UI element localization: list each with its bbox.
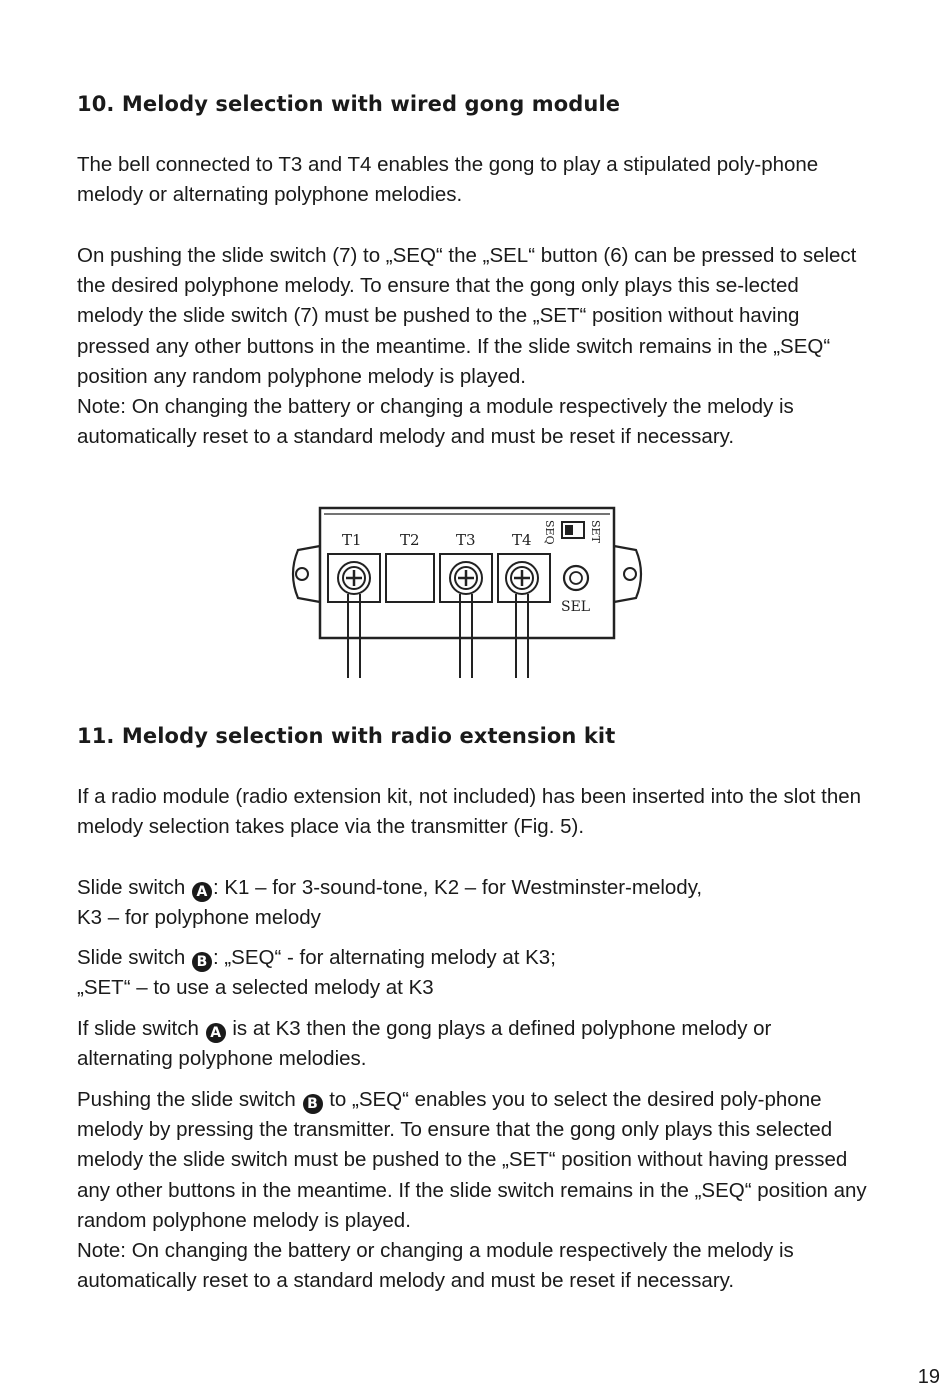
section-11-note: Note: On changing the battery or changing a module respectively the melody is automatically reset to a standard melody and must be reset if necessary.	[77, 1239, 794, 1293]
section-11-para-1: If a radio module (radio extension kit, not included) has been inserted into the slot then melody selection takes place via the transmitter (Fig. 5).	[77, 785, 862, 839]
terminal-label-t2: T2	[400, 531, 420, 549]
right-mounting-hole	[624, 568, 636, 580]
switch-b-prefix: Slide switch	[77, 946, 186, 969]
switch-b-text-1: : „SEQ“ - for alternating melody at K3;	[212, 946, 556, 969]
section-10-heading: 10. Melody selection with wired gong module	[77, 92, 621, 116]
gong-module-diagram	[284, 498, 664, 678]
marker-a-icon-inline: A	[206, 1023, 226, 1043]
switch-a-text-2: K3 – for polyphone melody	[77, 906, 321, 930]
page-number: 19	[917, 1366, 940, 1388]
para-push-prefix: Pushing the slide switch	[77, 1088, 296, 1111]
marker-b-icon: B	[192, 952, 212, 972]
slide-switch-b-description	[77, 943, 867, 1003]
switch-a-prefix: Slide switch	[77, 876, 186, 899]
gong-module-figure	[284, 498, 664, 683]
left-mounting-hole	[296, 568, 308, 580]
terminal-label-t3: T3	[456, 531, 476, 549]
slide-switch-a-description	[77, 873, 867, 933]
section-10-para-1: The bell connected to T3 and T4 enables the gong to play a stipulated poly-phone melody or alternating polyphone melodies.	[77, 153, 819, 207]
terminal-block-t2	[386, 554, 434, 602]
para-if-text: is at K3 then the gong plays a defined polyphone melody or alternating polyphone melodies.	[77, 1017, 772, 1071]
section-10-note: Note: On changing the battery or changing a module respectively the melody is automatically reset to a standard melody and must be reset if necessary.	[77, 395, 794, 449]
switch-label-seq: SEQ	[543, 520, 556, 545]
marker-b-icon-inline: B	[303, 1094, 323, 1114]
terminal-label-t4: T4	[512, 531, 532, 549]
section-10-para-2: On pushing the slide switch (7) to „SEQ“ the „SEL“ button (6) can be pressed to select the desired polyphone melody. To ensure that the gong only plays this se-lected melody the slide switch (7) must be pushed to the „SET“ position without having pressed any other buttons in the meantime. If the slide switch remains in the „SEQ“ position any random polyphone melody is played.	[77, 244, 857, 388]
marker-a-icon: A	[192, 882, 212, 902]
section-11-heading: 11. Melody selection with radio extension kit	[77, 724, 616, 748]
para-if-prefix: If slide switch	[77, 1017, 199, 1040]
screw-t3	[450, 562, 482, 594]
sel-button-label: SEL	[561, 599, 591, 615]
switch-b-text-2: „SET“ – to use a selected melody at K3	[77, 976, 434, 1000]
switch-a-text-1: : K1 – for 3-sound-tone, K2 – for Westminster-melody,	[212, 876, 703, 899]
section-11-para-if	[77, 1014, 867, 1074]
section-11-para-push	[77, 1085, 867, 1236]
terminal-label-t1: T1	[342, 531, 362, 549]
screw-t1	[338, 562, 370, 594]
switch-label-set: SET	[589, 520, 602, 543]
screw-t4	[506, 562, 538, 594]
para-push-text: to „SEQ“ enables you to select the desired poly-phone melody by pressing the transmitter. To ensure that the gong only plays this selected melody the slide switch must be pushed to the „SET“ position without having pressed any other buttons in the meantime. If the slide switch remains in the „SEQ“ position any random polyphone melody is played.	[77, 1088, 867, 1232]
